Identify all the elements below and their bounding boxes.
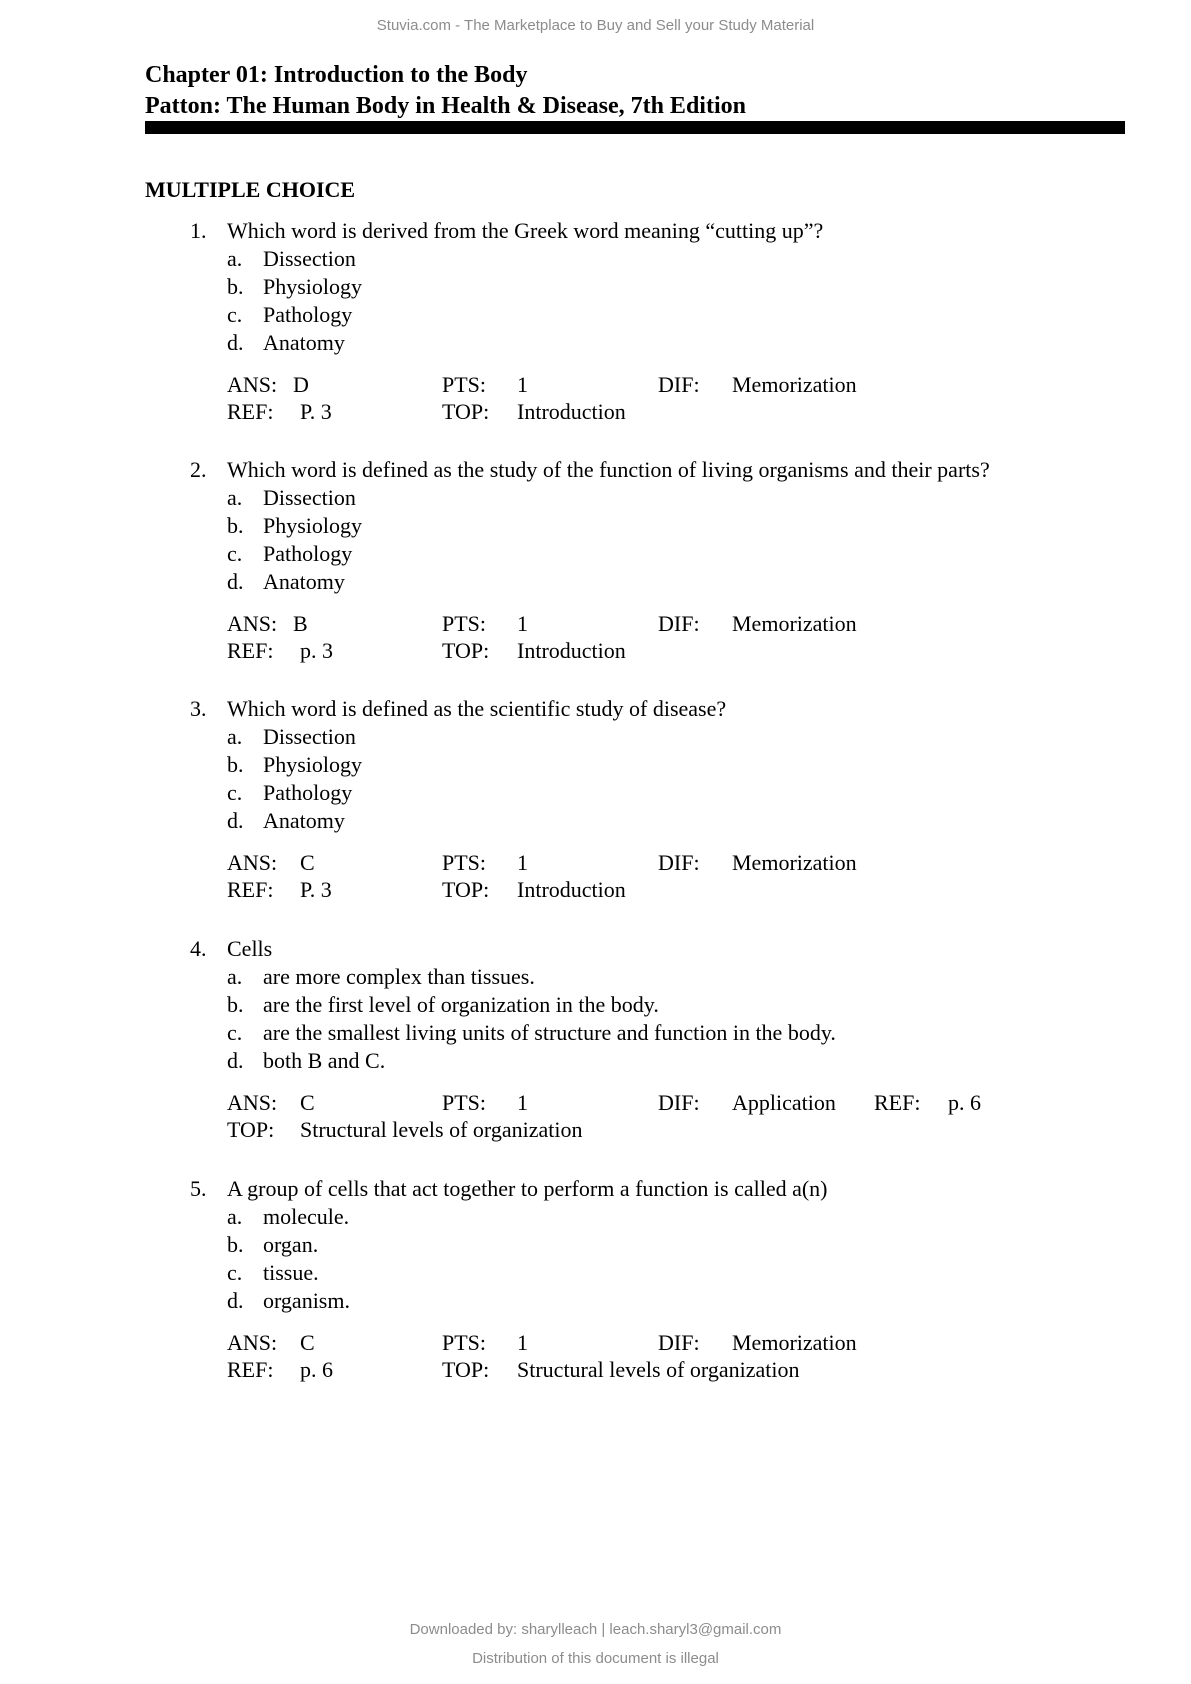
- choice-b: [0, 1231, 1191, 1259]
- top-value: Structural levels of organization: [517, 1357, 800, 1382]
- dif-value: Application: [732, 1090, 836, 1115]
- choice-text: both B and C.: [263, 1048, 386, 1073]
- choice-d: [0, 568, 1191, 596]
- choice-c: [0, 540, 1191, 568]
- ans-value: C: [300, 1090, 315, 1115]
- choice-text: Physiology: [263, 752, 363, 777]
- choice-c: [0, 1019, 1191, 1047]
- dif-label: DIF:: [658, 372, 700, 397]
- question-text: Cells: [227, 936, 273, 961]
- pts-value: 1: [517, 850, 528, 875]
- download-credit: Downloaded by: sharylleach | leach.sharyl3@gmail.com: [409, 1621, 782, 1638]
- question-number: 5.: [190, 1176, 207, 1201]
- choice-letter: b.: [227, 752, 244, 777]
- chapter-title: Chapter 01: Introduction to the Body: [145, 62, 528, 88]
- question-3: [0, 695, 1191, 903]
- title-divider: [145, 121, 1125, 134]
- pts-value: 1: [517, 1330, 528, 1355]
- top-value: Structural levels of organization: [300, 1117, 583, 1142]
- choice-text: Dissection: [263, 724, 356, 749]
- choice-b: [0, 512, 1191, 540]
- dif-label: DIF:: [658, 1330, 700, 1355]
- ans-value: D: [293, 372, 309, 397]
- ref-label: REF:: [227, 877, 274, 902]
- choice-letter: a.: [227, 724, 243, 749]
- ref-label: REF:: [227, 1357, 274, 1382]
- choice-letter: a.: [227, 964, 243, 989]
- choice-letter: d.: [227, 1288, 244, 1313]
- ans-value: B: [293, 611, 308, 636]
- choice-letter: d.: [227, 808, 244, 833]
- answer-metadata: [0, 1329, 1191, 1383]
- choice-letter: a.: [227, 485, 243, 510]
- question-text: Which word is derived from the Greek word meaning “cutting up”?: [227, 218, 824, 243]
- dif-label: DIF:: [658, 611, 700, 636]
- choice-d: [0, 329, 1191, 357]
- choice-letter: d.: [227, 569, 244, 594]
- question-text: A group of cells that act together to perform a function is called a(n): [227, 1176, 828, 1201]
- choice-b: [0, 751, 1191, 779]
- ref-value: p. 6: [300, 1357, 333, 1382]
- answer-metadata: [0, 1089, 1191, 1143]
- ref-label: REF:: [227, 638, 274, 663]
- choice-c: [0, 1259, 1191, 1287]
- choice-letter: b.: [227, 992, 244, 1017]
- pts-label: PTS:: [442, 850, 487, 875]
- question-4: [0, 935, 1191, 1143]
- choice-text: tissue.: [263, 1260, 319, 1285]
- ref-value: p. 3: [300, 638, 333, 663]
- pts-value: 1: [517, 372, 528, 397]
- top-value: Introduction: [517, 638, 626, 663]
- choice-d: [0, 1287, 1191, 1315]
- choice-letter: a.: [227, 1204, 243, 1229]
- question-5: [0, 1175, 1191, 1383]
- dif-value: Memorization: [732, 372, 857, 397]
- pts-label: PTS:: [442, 1330, 487, 1355]
- choice-d: [0, 1047, 1191, 1075]
- choice-a: [0, 484, 1191, 512]
- top-label: TOP:: [442, 638, 490, 663]
- ans-label: ANS:: [227, 850, 278, 875]
- book-title: Patton: The Human Body in Health & Disease, 7th Edition: [145, 93, 746, 119]
- pts-label: PTS:: [442, 611, 487, 636]
- choice-c: [0, 301, 1191, 329]
- choice-text: Dissection: [263, 246, 356, 271]
- choice-text: molecule.: [263, 1204, 350, 1229]
- dif-value: Memorization: [732, 611, 857, 636]
- question-number: 2.: [190, 457, 207, 482]
- ans-label: ANS:: [227, 372, 278, 397]
- pts-value: 1: [517, 611, 528, 636]
- choice-a: [0, 1203, 1191, 1231]
- choice-letter: a.: [227, 246, 243, 271]
- choice-letter: b.: [227, 274, 244, 299]
- choice-letter: c.: [227, 1260, 243, 1285]
- answer-metadata: [0, 849, 1191, 903]
- choice-letter: c.: [227, 541, 243, 566]
- choice-a: [0, 963, 1191, 991]
- ans-label: ANS:: [227, 611, 278, 636]
- choice-d: [0, 807, 1191, 835]
- top-label: TOP:: [442, 399, 490, 424]
- pts-label: PTS:: [442, 372, 487, 397]
- ref-label: REF:: [874, 1090, 921, 1115]
- question-number: 4.: [190, 936, 207, 961]
- choice-b: [0, 273, 1191, 301]
- ans-value: C: [300, 1330, 315, 1355]
- choice-text: are the first level of organization in the body.: [263, 992, 659, 1017]
- ans-label: ANS:: [227, 1330, 278, 1355]
- pts-value: 1: [517, 1090, 528, 1115]
- choice-text: organism.: [263, 1288, 350, 1313]
- choice-text: are the smallest living units of structure and function in the body.: [263, 1020, 836, 1045]
- chapter-title-block: [145, 60, 746, 122]
- dif-value: Memorization: [732, 850, 857, 875]
- answer-metadata: [0, 371, 1191, 425]
- distribution-notice: Distribution of this document is illegal: [472, 1650, 719, 1667]
- top-label: TOP:: [227, 1117, 275, 1142]
- choice-a: [0, 723, 1191, 751]
- ref-label: REF:: [227, 399, 274, 424]
- choice-letter: d.: [227, 330, 244, 355]
- choice-letter: d.: [227, 1048, 244, 1073]
- choice-text: Pathology: [263, 541, 353, 566]
- question-text: Which word is defined as the study of the function of living organisms and their parts?: [227, 457, 990, 482]
- choice-text: Physiology: [263, 513, 363, 538]
- choice-letter: c.: [227, 780, 243, 805]
- top-label: TOP:: [442, 877, 490, 902]
- choice-a: [0, 245, 1191, 273]
- ans-value: C: [300, 850, 315, 875]
- site-banner: Stuvia.com - The Marketplace to Buy and Sell your Study Material: [376, 17, 815, 34]
- choice-text: Pathology: [263, 780, 353, 805]
- dif-value: Memorization: [732, 1330, 857, 1355]
- choice-text: Dissection: [263, 485, 356, 510]
- choice-text: Anatomy: [263, 569, 345, 594]
- question-2: [0, 456, 1191, 664]
- pts-label: PTS:: [442, 1090, 487, 1115]
- choice-letter: b.: [227, 1232, 244, 1257]
- ref-value: P. 3: [300, 399, 332, 424]
- question-number: 3.: [190, 696, 207, 721]
- ref-value: p. 6: [948, 1090, 981, 1115]
- choice-text: Anatomy: [263, 808, 345, 833]
- answer-metadata: [0, 610, 1191, 664]
- question-text: Which word is defined as the scientific study of disease?: [227, 696, 727, 721]
- ref-value: P. 3: [300, 877, 332, 902]
- choice-text: organ.: [263, 1232, 319, 1257]
- top-value: Introduction: [517, 877, 626, 902]
- section-heading: MULTIPLE CHOICE: [145, 177, 356, 202]
- choice-b: [0, 991, 1191, 1019]
- choice-text: Physiology: [263, 274, 363, 299]
- question-1: [0, 217, 1191, 425]
- choice-text: are more complex than tissues.: [263, 964, 535, 989]
- choice-text: Pathology: [263, 302, 353, 327]
- top-label: TOP:: [442, 1357, 490, 1382]
- ans-label: ANS:: [227, 1090, 278, 1115]
- choice-text: Anatomy: [263, 330, 345, 355]
- question-number: 1.: [190, 218, 207, 243]
- choice-letter: c.: [227, 1020, 243, 1045]
- dif-label: DIF:: [658, 850, 700, 875]
- choice-letter: c.: [227, 302, 243, 327]
- choice-c: [0, 779, 1191, 807]
- dif-label: DIF:: [658, 1090, 700, 1115]
- top-value: Introduction: [517, 399, 626, 424]
- choice-letter: b.: [227, 513, 244, 538]
